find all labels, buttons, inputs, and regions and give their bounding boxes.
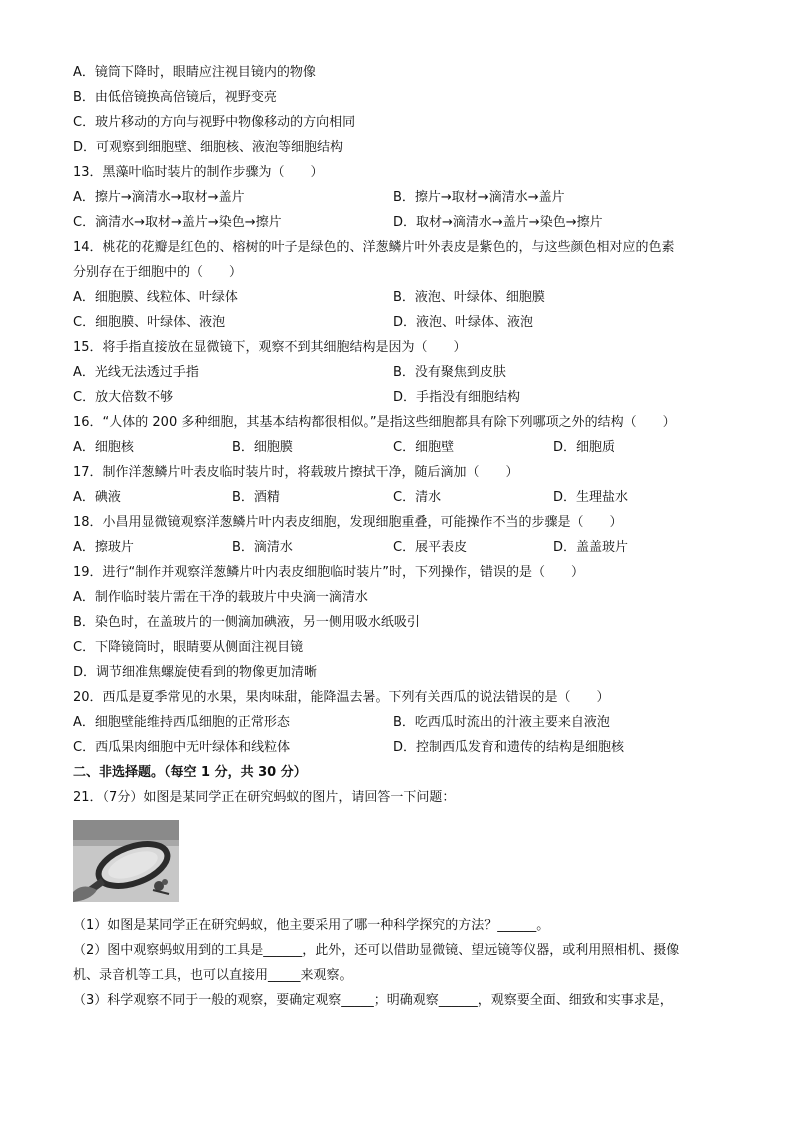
q12-option-c: C．玻片移动的方向与视野中物像移动的方向相同 [73,115,356,130]
q17-option-d: D．生理盐水 [553,490,629,505]
q17-stem: 17．制作洋葱鳞片叶表皮临时装片时，将载玻片擦拭干净，随后滴加（ ） [73,465,519,480]
q15-option-c: C．放大倍数不够 [73,390,174,405]
q16-stem: 16．“人体的 200 多种细胞，其基本结构都很相似。”是指这些细胞都具有除下列哪项之外的结构（ ） [73,415,676,430]
ant-study-photo [73,820,179,902]
q13-option-a: A．擦片→滴清水→取材→盖片 [73,190,245,205]
q13-option-b: B．擦片→取材→滴清水→盖片 [393,190,565,205]
q18-option-c: C．展平表皮 [393,540,468,555]
q20-option-b: B．吃西瓜时流出的汁液主要来自液泡 [393,715,610,730]
q16-option-c: C．细胞壁 [393,440,455,455]
q15-stem: 15．将手指直接放在显微镜下，观察不到其细胞结构是因为（ ） [73,340,467,355]
q20-option-a: A．细胞壁能维持西瓜细胞的正常形态 [73,715,290,730]
q18-option-a: A．擦玻片 [73,540,134,555]
q16-option-b: B．细胞膜 [232,440,293,455]
q19-option-c: C．下降镜筒时，眼睛要从侧面注视目镜 [73,640,304,655]
q17-option-c: C．清水 [393,490,442,505]
q13-option-d: D．取材→滴清水→盖片→染色→擦片 [393,215,603,230]
q15-option-a: A．光线无法透过手指 [73,365,199,380]
q18-option-d: D．盖盖玻片 [553,540,629,555]
q19-option-d: D．调节细准焦螺旋使看到的物像更加清晰 [73,665,318,680]
q21-part3: （3）科学观察不同于一般的观察，要确定观察_____；明确观察______，观察要全面、细致和实事求是， [73,993,673,1008]
q17-option-b: B．酒精 [232,490,280,505]
q19-option-a: A．制作临时装片需在干净的载玻片中央滴一滴清水 [73,590,368,605]
q14-option-a: A．细胞膜、线粒体、叶绿体 [73,290,238,305]
q18-stem: 18．小昌用显微镜观察洋葱鳞片叶内表皮细胞，发现细胞重叠，可能操作不当的步骤是（ ） [73,515,623,530]
q12-option-b: B．由低倍镜换高倍镜后，视野变亮 [73,90,277,105]
q21-part2-line1: （2）图中观察蚂蚁用到的工具是______，此外，还可以借助显微镜、望远镜等仪器，或利用照相机、摄像 [73,943,680,958]
q14-option-d: D．液泡、叶绿体、液泡 [393,315,534,330]
q16-option-d: D．细胞质 [553,440,616,455]
q14-stem-line2: 分别存在于细胞中的（ ） [73,265,243,280]
q17-option-a: A．碘液 [73,490,121,505]
q16-option-a: A．细胞核 [73,440,134,455]
q21-part2-line2: 机、录音机等工具，也可以直接用_____来观察。 [73,968,353,983]
q13-stem: 13．黑藻叶临时装片的制作步骤为（ ） [73,165,324,180]
q15-option-b: B．没有聚焦到皮肤 [393,365,506,380]
q15-option-d: D．手指没有细胞结构 [393,390,521,405]
q12-option-a: A．镜筒下降时，眼睛应注视目镜内的物像 [73,65,316,80]
q14-option-c: C．细胞膜、叶绿体、液泡 [73,315,226,330]
magnifying-glass-photo-icon [73,820,179,902]
q18-option-b: B．滴清水 [232,540,293,555]
q20-stem: 20．西瓜是夏季常见的水果，果肉味甜，能降温去暑。下列有关西瓜的说法错误的是（ ） [73,690,610,705]
q21-stem: 21．（7分）如图是某同学正在研究蚂蚁的图片，请回答一下问题： [73,790,456,805]
q13-option-c: C．滴清水→取材→盖片→染色→擦片 [73,215,282,230]
q14-option-b: B．液泡、叶绿体、细胞膜 [393,290,545,305]
q12-option-d: D．可观察到细胞壁、细胞核、液泡等细胞结构 [73,140,344,155]
section-2-heading: 二、非选择题。（每空 1 分，共 30 分） [73,765,307,780]
q14-stem-line1: 14．桃花的花瓣是红色的、榕树的叶子是绿色的、洋葱鳞片叶外表皮是紫色的，与这些颜色相对应的色素 [73,240,675,255]
q19-stem: 19．进行“制作并观察洋葱鳞片叶内表皮细胞临时装片”时，下列操作，错误的是（ ） [73,565,585,580]
q19-option-b: B．染色时，在盖玻片的一侧滴加碘液，另一侧用吸水纸吸引 [73,615,420,630]
q21-part1: （1）如图是某同学正在研究蚂蚁，他主要采用了哪一种科学探究的方法？______。 [73,918,550,933]
q20-option-d: D．控制西瓜发育和遗传的结构是细胞核 [393,740,625,755]
q20-option-c: C．西瓜果肉细胞中无叶绿体和线粒体 [73,740,291,755]
